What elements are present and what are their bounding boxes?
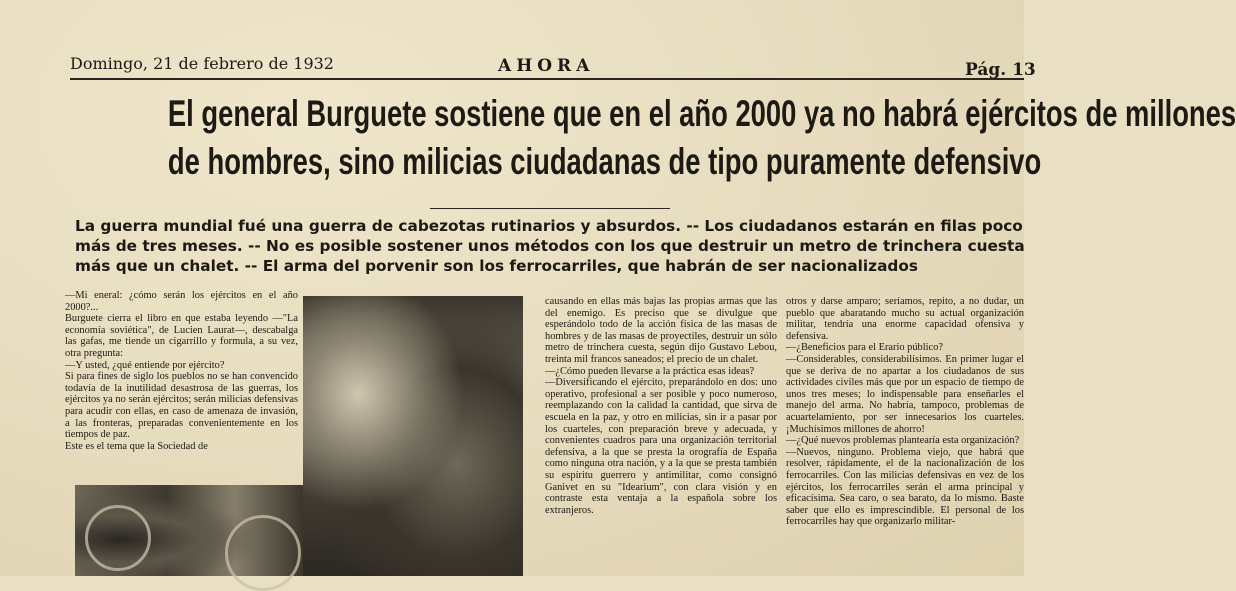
paragraph: causando en ellas más bajas las propias armas que las del enemigo. Es preciso que se divulgue que esperándolo todo de la acción física de las masas de hombres y de las masas de proyectiles, destruir un sólo metro de trinchera cuesta, según dijo Gustavo Lebou, treinta mil francos saneados; el precio de un chalet. [545, 296, 777, 365]
paragraph: —¿Qué nuevos problemas plantearía esta organización? [786, 435, 1020, 447]
paragraph: —¿Cómo pueden llevarse a la práctica esas ideas? [545, 365, 755, 377]
newspaper-name: AHORA [498, 56, 595, 76]
paragraph: —Diversificando el ejército, preparándolo en dos: uno operativo, profesional a ser posible y poco numeroso, reemplazando con la calidad la cantidad, que sirva de escuela en la paz, y otro en milicias, sin ir a pasar por los cuarteles, con preparación breve y adecuada, y convenientes cuadros para una organización territorial defensiva, a la que se presta la orografía de España como ninguna otra nación, y a la que se presta también su espíritu guerrero y antimilitar, como consignó Ganivet en su "Idearium", con clara visión y en contraste esta ventaja a la española sobre los extranjeros. [545, 377, 777, 516]
paragraph: —Y usted, ¿qué entiende por ejército? [65, 359, 225, 371]
paragraph: Si para fines de siglo los pueblos no se han convencido todavía de la inutilidad desastrosa de las guerras, los ejércitos ya no serán ejércitos; serán milicias defensivas para acudir con ellas, en caso de amenaza de invasión, a las fronteras, preparadas convenientemente en los tiempos de paz. [65, 371, 298, 441]
subheadline-line-2: más de tres meses. -- No es posible sostener unos métodos con los que destruir un metro de trinchera cuesta [75, 237, 1025, 255]
paragraph: —¿Beneficios para el Erario público? [786, 342, 943, 354]
article-column-3 [545, 296, 777, 516]
paragraph: —Considerables, considerabilísimos. En primer lugar el que se deriva de no apartar a los ciudadanos de sus actividades civiles más que por un espacio de tiempo de unos tres meses; lo indispensable para enseñarles el manejo del arma. No habría, tampoco, problemas de acuartelamiento, por ser innecesarios los cuarteles. ¡Muchísimos millones de ahorro! [786, 353, 1024, 435]
headline [167, 90, 1236, 186]
page-number: Pág. 13 [965, 60, 1036, 80]
header-rule [70, 78, 1024, 80]
paragraph: Burguete cierra el libro en que estaba leyendo —"La economía soviética", de Lucien Laurat—, descabalga las gafas, me tiende un cigarrillo y formula, a su vez, otra pregunta: [65, 313, 298, 359]
article-column-1 [65, 290, 298, 452]
wheel-shape [225, 515, 301, 591]
subheadline-line-1: La guerra mundial fué una guerra de cabezotas rutinarios y absurdos. -- Los ciudadanos estarán en filas poco [75, 217, 1023, 235]
headline-line-1: El general Burguete sostiene que en el año 2000 ya no habrá ejércitos de millones [167, 93, 1236, 134]
page-header [70, 52, 1036, 80]
wheel-shape [85, 505, 151, 571]
paragraph: —Nuevos, ninguno. Problema viejo, que habrá que resolver, rápidamente, el de la nacionalización de los ferrocarriles. Con las milicias defensivas en vez de los ejércitos, los ferrocarriles serán el arma principal y eficacísima. Sea caro, o sea barato, da lo mismo. Baste saber que ello es imprescindible. El personal de los ferrocarriles hay que organizarlo militar- [786, 446, 1024, 528]
headline-line-2: de hombres, sino milicias ciudadanas de tipo puramente defensivo [167, 141, 1042, 182]
paragraph: —Mi eneral: ¿cómo serán los ejércitos en el año 2000?... [65, 290, 298, 313]
paragraph: Este es el tema que la Sociedad de [65, 440, 208, 452]
issue-date: Domingo, 21 de febrero de 1932 [70, 54, 334, 73]
paragraph: otros y darse amparo; seríamos, repito, a no dudar, un pueblo que abaratando mucho su actual organización militar, tendría una enorme capacidad ofensiva y defensiva. [786, 296, 1024, 342]
subheadline-line-3: más que un chalet. -- El arma del porvenir son los ferrocarriles, que habrán de ser nacionalizados [75, 257, 918, 275]
subheadline [75, 216, 1024, 276]
machinery-photo [75, 485, 303, 576]
headline-divider [430, 208, 670, 209]
article-column-4 [786, 296, 1024, 528]
portrait-photo [303, 296, 523, 576]
